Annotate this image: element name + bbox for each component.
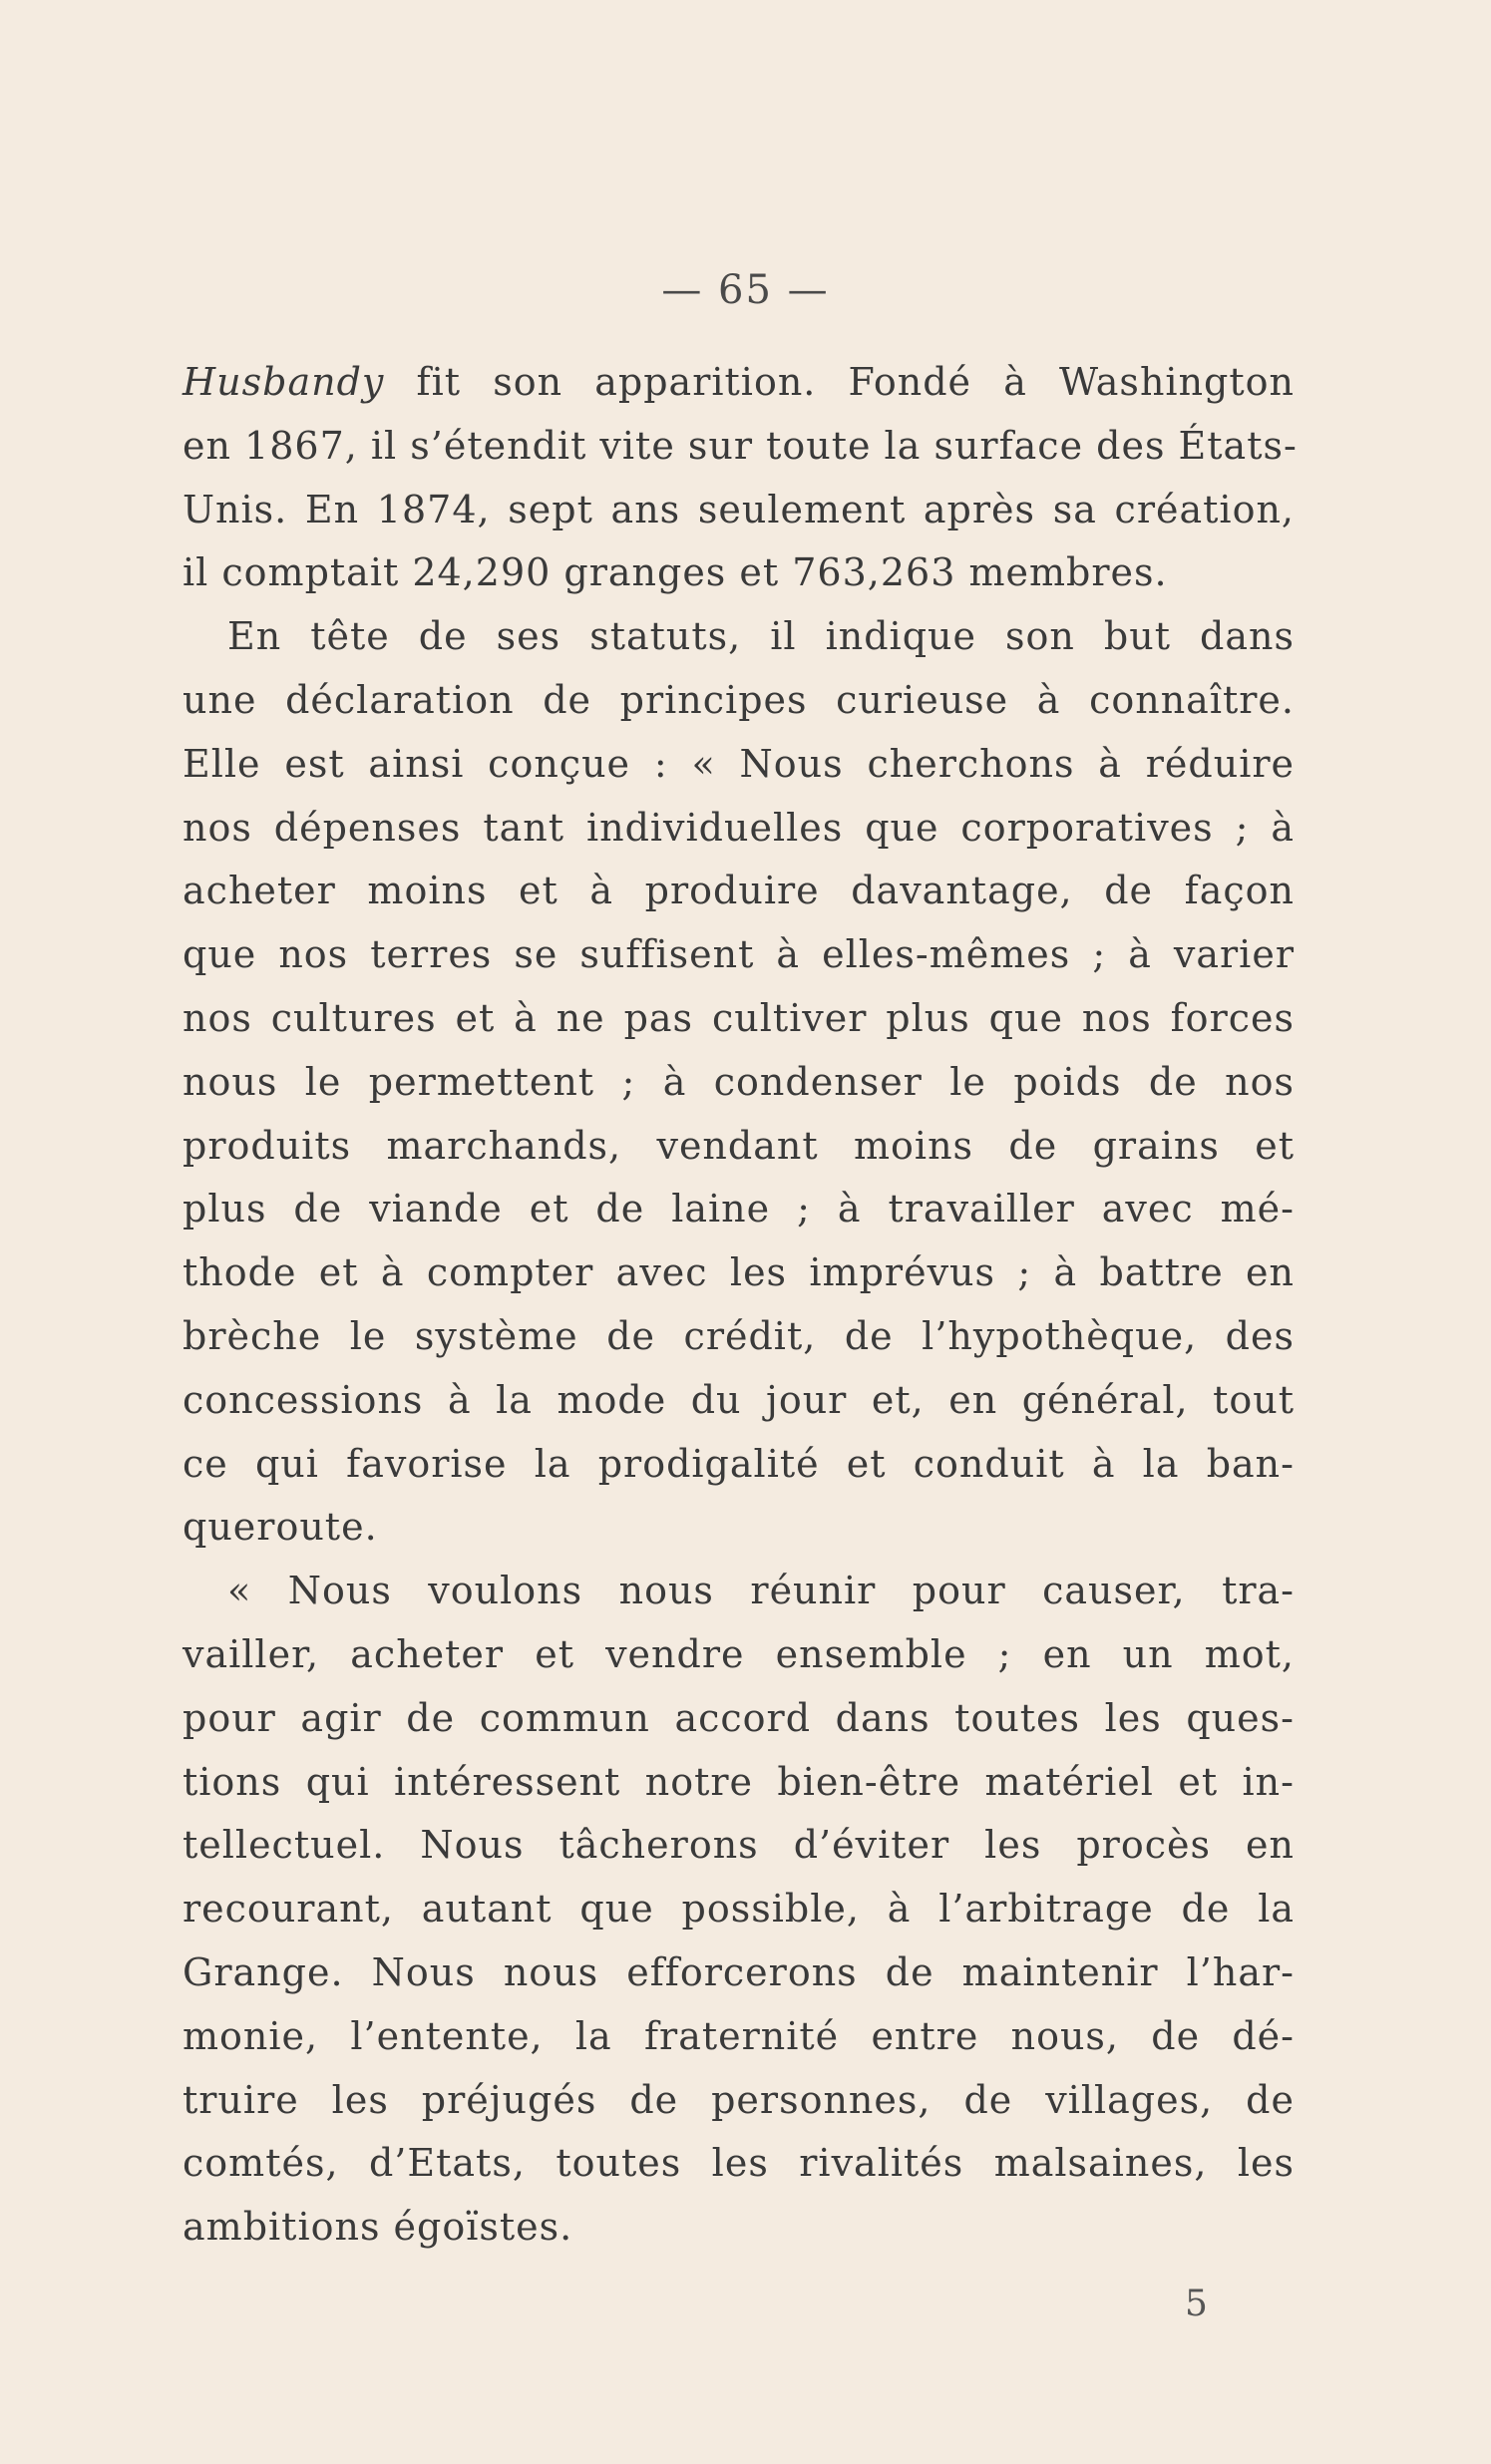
text-line: nos cultures et à ne pas cultiver plus que nos forces [183,995,1295,1040]
text-line: thode et à compter avec les imprévus ; à battre en [183,1250,1295,1295]
text-line: ce qui favorise la prodigalité et conduit à la ban- [183,1441,1295,1486]
text-line: nous le permettent ; à condenser le poids de nos [183,1059,1295,1104]
text-line: Elle est ainsi conçue : « Nous cherchons à réduire [183,741,1295,786]
text-line: vailler, acheter et vendre ensemble ; en un mot, [183,1631,1295,1676]
body-text [183,351,1298,2260]
text-line: Grange. Nous nous efforcerons de maintenir l’har- [183,1949,1295,1994]
text-line: nos dépenses tant individuelles que corporatives ; à [183,805,1295,850]
text-line: une déclaration de principes curieuse à connaître. [183,677,1295,722]
text-line: monie, l’entente, la fraternité entre nous, de dé- [183,2013,1295,2058]
text-line: pour agir de commun accord dans toutes les ques- [183,1695,1295,1740]
text-line: comtés, d’Etats, toutes les rivalités malsaines, les [183,2141,1295,2186]
text-line: plus de viande et de laine ; à travailler avec mé- [183,1187,1295,1232]
signature-mark: 5 [1185,2284,1208,2324]
text-line: en 1867, il s’étendit vite sur toute la surface des États- [183,423,1298,468]
text-line: produits marchands, vendant moins de grains et [183,1123,1295,1168]
text-line: tellectuel. Nous tâcherons d’éviter les procès en [183,1823,1295,1868]
text-line: tions qui intéressent notre bien-être matériel et in- [183,1759,1295,1804]
text-line: truire les préjugés de personnes, de villages, de [183,2077,1295,2122]
line-rest: fit son apparition. Fondé à Washington [384,360,1295,404]
text-line: brèche le système de crédit, de l’hypothèque, des [183,1313,1295,1358]
text-line: que nos terres se suffisent à elles-mêmes ; à varier [183,932,1295,977]
text-line: recourant, autant que possible, à l’arbitrage de la [183,1887,1295,1932]
text-line: ambitions égoïstes. [183,2205,573,2250]
text-line: acheter moins et à produire davantage, de façon [183,869,1295,913]
page-number: — 65 — [661,267,830,313]
text-line: concessions à la mode du jour et, en général, tout [183,1377,1295,1422]
text-line: queroute. [183,1505,378,1550]
text-line: il comptait 24,290 granges et 763,263 membres. [183,550,1168,595]
text-line: En tête de ses statuts, il indique son but dans [227,614,1295,659]
text-line: « Nous voulons nous réunir pour causer, tra- [227,1569,1295,1613]
text-line [183,351,1295,415]
text-line: Unis. En 1874, sept ans seulement après sa création, [183,487,1295,531]
italic-word: Husbandy [183,360,385,404]
